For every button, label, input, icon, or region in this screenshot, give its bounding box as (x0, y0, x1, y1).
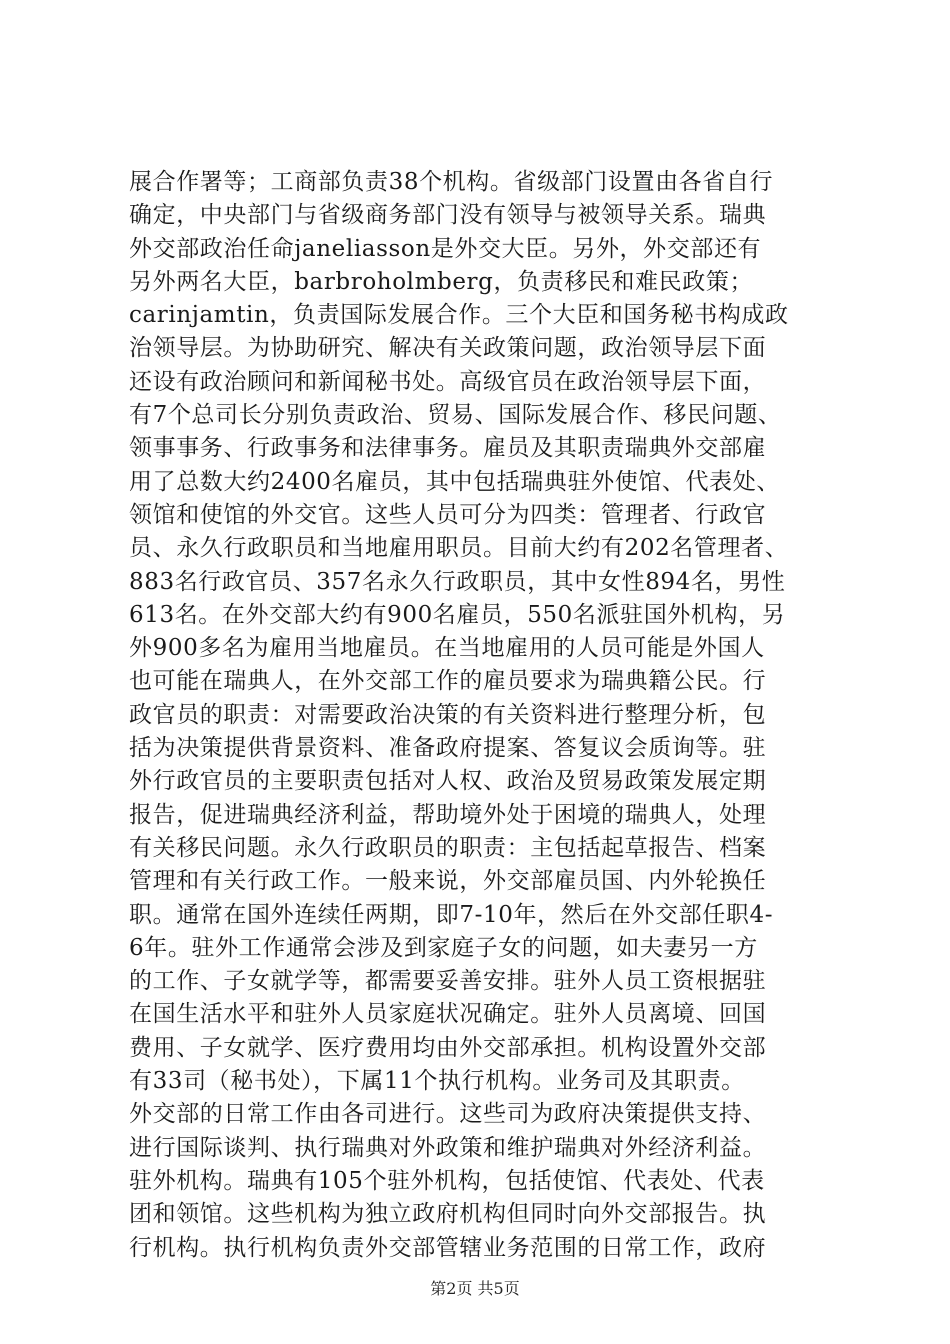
body-text: 展合作署等；工商部负责38个机构。省级部门设置由各省自行 确定，中央部门与省级商务部门没有领导与被领导关系。瑞典 外交部政治任命janeliasson是外交大臣。另外，外交部还有 另外两名大臣，barbroholmberg，负责移民和难民政策； carinjamtin，负责国际发展合作。三个大臣和国务秘书构成政 治领导层。为协助研究、解决有关政策问题，政治领导层下面 还设有政治顾问和新闻秘书处。高级官员在政治领导层下面， 有7个总司长分别负责政治、贸易、国际发展合作、移民问题、 领事事务、行政事务和法律事务。雇员及其职责瑞典外交部雇 用了总数大约2400名雇员，其中包括瑞典驻外使馆、代表处、 领馆和使馆的外交官。这些人员可分为四类：管理者、行政官 员、永久行政职员和当地雇用职员。目前大约有202名管理者、 883名行政官员、357名永久行政职员，其中女性894名，男性 613名。在外交部大约有900名雇员，550名派驻国外机构，另 外900多名为雇用当地雇员。在当地雇用的人员可能是外国人 也可能在瑞典人，在外交部工作的雇员要求为瑞典籍公民。行 政官员的职责：对需要政治决策的有关资料进行整理分析，包 括为决策提供背景资料、准备政府提案、答复议会质询等。驻 外行政官员的主要职责包括对人权、政治及贸易政策发展定期 报告，促进瑞典经济利益，帮助境外处于困境的瑞典人，处理 有关移民问题。永久行政职员的职责：主包括起草报告、档案 管理和有关行政工作。一般来说，外交部雇员国、内外轮换任 职。通常在国外连续任两期，即7-10年，然后在外交部任职4- 6年。驻外工作通常会涉及到家庭子女的问题，如夫妻另一方 的工作、子女就学等，都需要妥善安排。驻外人员工资根据驻 在国生活水平和驻外人员家庭状况确定。驻外人员离境、回国 费用、子女就学、医疗费用均由外交部承担。机构设置外交部 有33司（秘书处），下属11个执行机构。业务司及其职责。 外交部的日常工作由各司进行。这些司为政府决策提供支持、 进行国际谈判、执行瑞典对外政策和维护瑞典对外经济利益。 驻外机构。瑞典有105个驻外机构，包括使馆、代表处、代表 团和领馆。这些机构为独立政府机构但同时向外交部报告。执 行机构。执行机构负责外交部管辖业务范围的日常工作，政府 (129, 169, 789, 1261)
page-footer: 第2页 共5页 (430, 1279, 520, 1298)
